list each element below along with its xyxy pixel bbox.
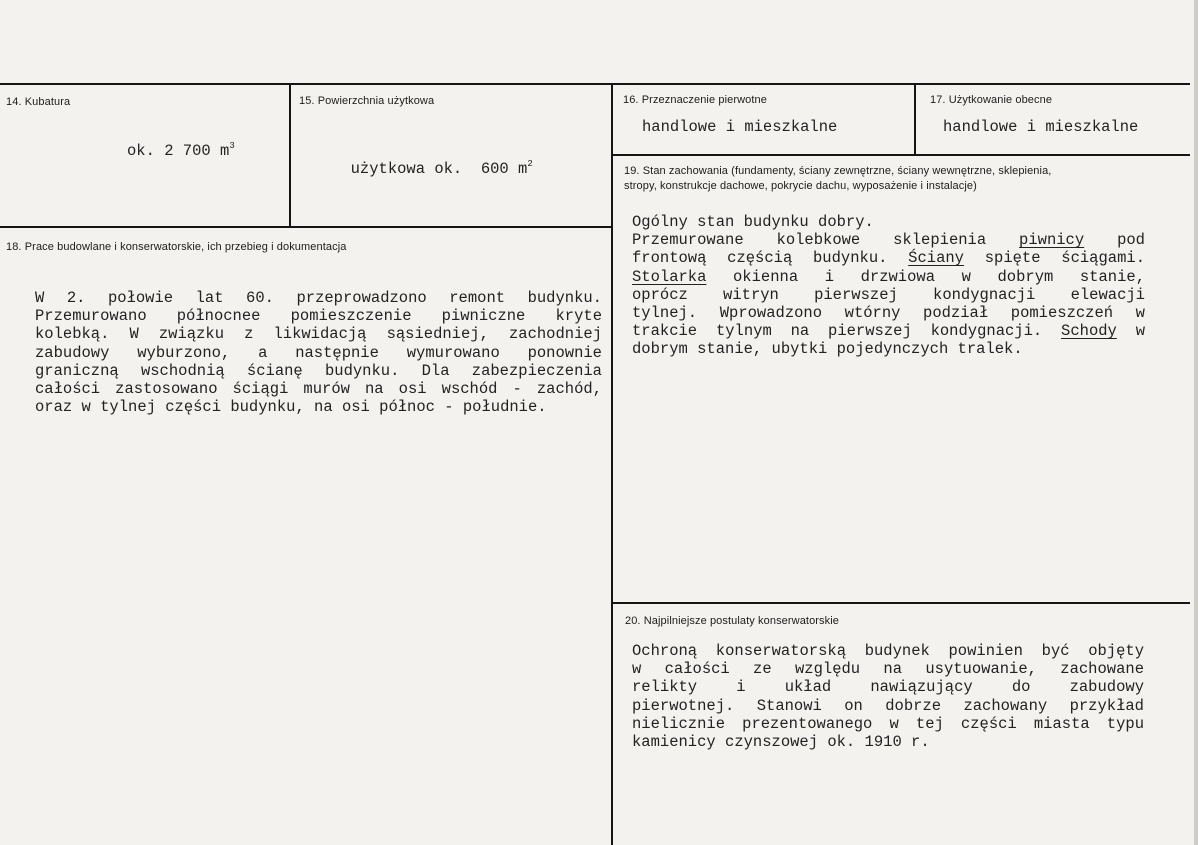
rule-above-20 — [612, 602, 1190, 604]
f20-line: kamienicy czynszowej ok. 1910 r. — [632, 733, 930, 752]
field-20-label: 20. Najpilniejsze postulaty konserwatorskie — [625, 615, 840, 627]
f18-line: całości zastosowano ściągi murów na osi wschód - zachód, — [35, 380, 602, 399]
field-15-value — [332, 137, 533, 178]
f18-line: graniczną wschodnią ścianę budynku. Dla zabezpieczenia — [35, 361, 602, 380]
f19-line: trakcie tylnym na pierwszej kondygnacji. Schody w — [632, 322, 1145, 341]
field-19-label-line1: 19. Stan zachowania (fundamenty, ściany zewnętrzne, ściany wewnętrzne, sklepienia, — [624, 165, 1052, 177]
f19-line: oprócz witryn pierwszej kondygnacji elewacji — [632, 285, 1145, 304]
field-16-value: handlowe i mieszkalne — [642, 118, 838, 136]
field-14-value — [127, 137, 235, 160]
field-15-label: 15. Powierzchnia użytkowa — [299, 95, 435, 107]
f19-line: frontową częścią budynku. Ściany spięte ściągami. — [632, 249, 1145, 268]
field-18-text — [35, 289, 602, 416]
f18-line: Przemurowano północnee pomieszczenie piwniczne kryte — [35, 307, 602, 326]
f19-line: Stolarka okienna i drzwiowa w dobrym stanie, — [632, 267, 1145, 286]
f19-line: Ogólny stan budynku dobry. — [632, 213, 874, 231]
f20-line: w całości ze względu na usytuowanie, zachowane — [632, 660, 1144, 679]
rule-below-16-17 — [612, 154, 1190, 156]
field-19-label — [624, 164, 1051, 194]
center-divider — [611, 84, 613, 845]
field-19-text — [632, 213, 1145, 359]
stolarka-underlined: Stolarka — [632, 267, 707, 286]
divider-16-17 — [914, 84, 916, 155]
kubatura-unit-sup: 3 — [229, 141, 235, 151]
kubatura-value: ok. 2 700 m — [127, 142, 230, 160]
field-17-label: 17. Użytkowanie obecne — [930, 94, 1053, 106]
f20-line: relikty i układ nawiązujący do zabudowy — [632, 678, 1144, 697]
f19-line: tylnej. Wprowadzono wtórny podział pomieszczeń w — [632, 304, 1145, 323]
rule-below-14-15 — [0, 226, 612, 228]
f20-line: Ochroną konserwatorską budynek powinien być objęty — [632, 642, 1144, 660]
piwnicy-underlined: piwnicy — [1019, 231, 1085, 250]
f18-line: oraz w tylnej części budynku, na osi północ - południe. — [35, 398, 547, 417]
area-value: użytkowa ok. 600 m — [350, 160, 528, 179]
top-rule — [0, 83, 1190, 85]
card-edge — [1194, 0, 1198, 845]
field-14-label: 14. Kubatura — [6, 96, 71, 108]
divider-14-15 — [289, 84, 291, 227]
f20-line: nielicznie prezentowanego w tej części miasta typu — [632, 714, 1144, 733]
f18-line: zabudowy wyburzono, a następnie wymurowano ponownie — [35, 343, 602, 362]
field-20-text — [632, 642, 1144, 751]
schody-underlined: Schody — [1061, 322, 1117, 341]
f19-line: Przemurowane kolebkowe sklepienia piwnicy pod — [632, 231, 1145, 250]
sciany-underlined: Ściany — [908, 249, 964, 268]
field-18-label: 18. Prace budowlane i konserwatorskie, ich przebieg i dokumentacja — [6, 241, 347, 253]
field-19-label-line2: stropy, konstrukcje dachowe, pokrycie dachu, wyposażenie i instalacje) — [624, 180, 977, 192]
field-16-label: 16. Przeznaczenie pierwotne — [623, 94, 767, 106]
field-17-value: handlowe i mieszkalne — [943, 118, 1139, 136]
f18-line: W 2. połowie lat 60. przeprowadzono remont budynku. — [35, 289, 602, 307]
area-unit-sup: 2 — [527, 159, 533, 170]
f18-line: kolebką. W związku z likwidacją sąsiedniej, zachodniej — [35, 325, 602, 344]
f19-line: dobrym stanie, ubytki pojedynczych tralek. — [632, 340, 1023, 359]
f20-line: pierwotnej. Stanowi on dobrze zachowany przykład — [632, 696, 1144, 715]
